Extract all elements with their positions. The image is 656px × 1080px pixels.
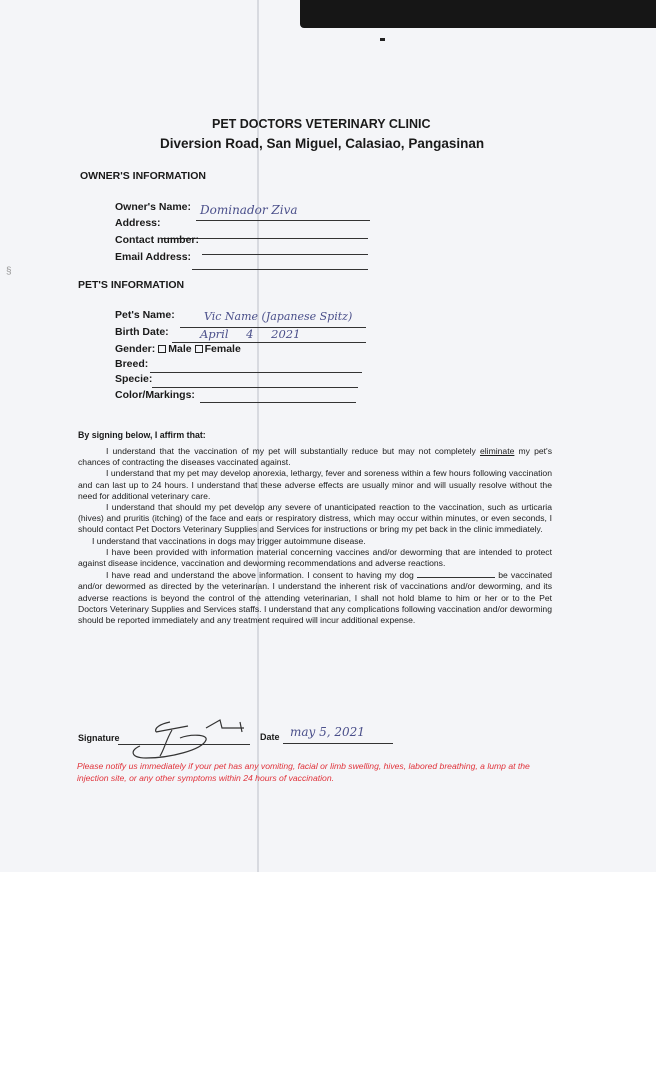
edge-mark: § (6, 266, 12, 277)
consent-p4: I understand that vaccinations in dogs may trigger autoimmune disease. (92, 535, 366, 546)
affirm-heading: By signing below, I affirm that: (78, 430, 206, 440)
consent-p5: I have been provided with information material concerning vaccines and/or deworming that are intended to protect against disease incidence, vaccination and deworming recommendations and adverse reactions. (78, 546, 552, 569)
specie-line (152, 387, 358, 388)
consent-p6a: I have read and understand the above information. I consent to having my dog (106, 570, 414, 581)
contact-line (202, 254, 368, 255)
ink-mark (380, 38, 385, 41)
clinic-name: PET DOCTORS VETERINARY CLINIC (212, 117, 431, 131)
address-label: Address: (115, 217, 161, 229)
consent-p1-underlined: eliminate (479, 446, 515, 456)
consent-p1b: my pet's chances of contracting the diseases vaccinated against. (78, 446, 552, 468)
gender-row (115, 343, 241, 355)
gender-label: Gender: (115, 343, 156, 355)
consent-p1a: I understand that the vaccination of my pet will substantially reduce but may not completely (106, 446, 476, 456)
female-label: Female (204, 343, 241, 355)
pet-section-title: PET'S INFORMATION (78, 279, 185, 291)
color-line (200, 402, 356, 403)
scan-dark-edge (300, 0, 656, 28)
email-label: Email Address: (115, 251, 192, 263)
breed-line (150, 372, 362, 373)
signature-drawing (110, 716, 260, 762)
birth-date-label: Birth Date: (115, 326, 169, 338)
breed-label: Breed: (115, 358, 149, 370)
specie-label: Specie: (115, 373, 153, 385)
color-label: Color/Markings: (115, 389, 195, 401)
dog-name-blank (417, 569, 495, 578)
pet-name-label: Pet's Name: (115, 309, 175, 321)
email-line (192, 269, 368, 270)
pet-name-value: Vic Name (Japanese Spitz) (204, 310, 353, 323)
consent-text (78, 446, 552, 626)
date-line (283, 743, 393, 744)
notice-text: Please notify us immediately if your pet has any vomiting, facial or limb swelling, hives, labored breathing, a lump at the injection site, or any other symptoms within 24 hours of vaccination. (77, 761, 530, 783)
female-checkbox[interactable] (195, 345, 203, 353)
owner-section-title: OWNER'S INFORMATION (80, 170, 206, 182)
male-label: Male (168, 343, 192, 355)
male-checkbox[interactable] (158, 345, 166, 353)
date-label: Date (260, 732, 280, 742)
date-value: may 5, 2021 (290, 725, 365, 739)
owner-name-line (196, 220, 370, 221)
clinic-address: Diversion Road, San Miguel, Calasiao, Pangasinan (160, 136, 485, 151)
consent-p6b: be vaccinated and/or dewormed as directed by the veterinarian. I understand the inherent risk of vaccinations and/or deworming, and its adverse reactions is beyond the control of the attending veterinarian, I shall not hold blame to him or her or to the Pet Doctors Veterinary Supplies and Services staffs. I understand that any complications following vaccination and/or deworming should be reported immediately and any treatment required will incur additional expense. (78, 570, 553, 626)
owner-name-label: Owner's Name: (115, 201, 192, 213)
consent-p3: I understand that should my pet develop any severe of unanticipated reaction to the vaccination, such as urticaria (hives) and pruritis (itching) of the face and ears or respiratory distress, which may occur within minutes, or even seconds, I should contact Pet Doctors Veterinary Supplies and Services for instructions or bring my pet back in the clinic immediately. (78, 502, 552, 535)
contact-label: Contact number: (115, 234, 199, 246)
signature-label: Signature (78, 733, 120, 743)
consent-p2: I understand that my pet may develop anorexia, lethargy, fever and soreness within a few hours following vaccination and can last up to 24 hours. I understand that these adverse effects are usually minor and will usually resolve without the need for additional veterinary care. (78, 468, 552, 501)
birth-date-value: April 4 2021 (200, 327, 301, 341)
owner-name-value: Dominador Ziva (200, 203, 298, 217)
